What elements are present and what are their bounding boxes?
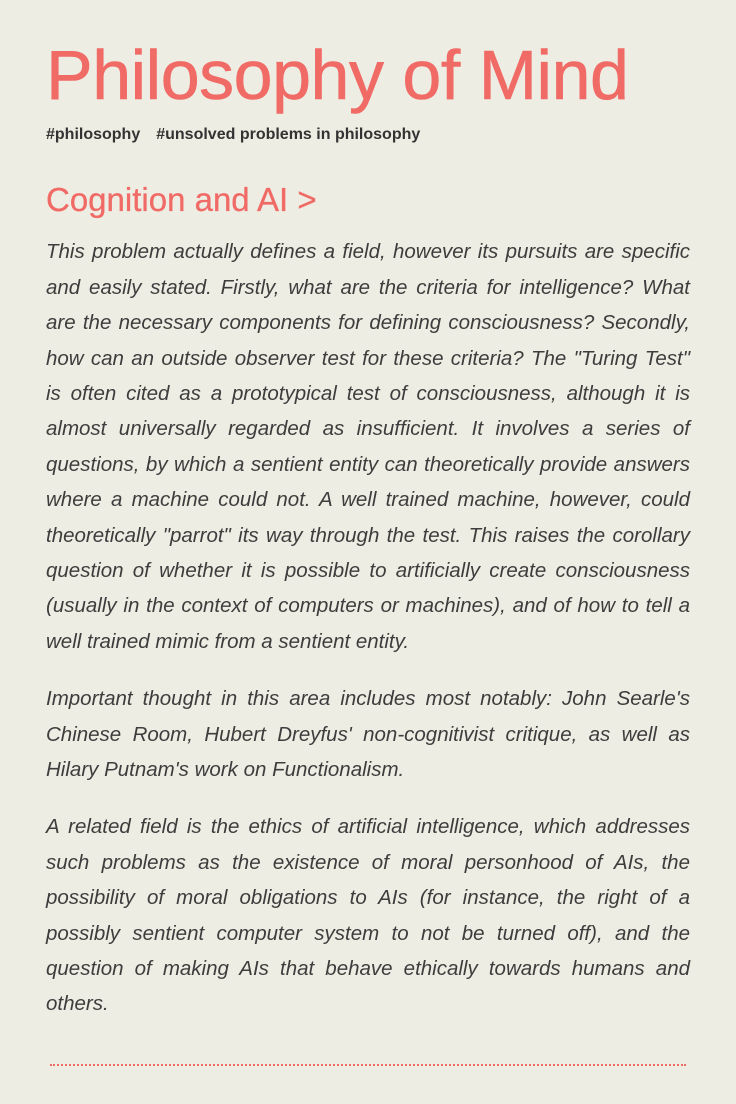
- tag-list: [46, 126, 690, 144]
- section-heading-link[interactable]: Cognition and AI >: [46, 181, 317, 218]
- page-title: Philosophy of Mind: [46, 36, 629, 114]
- paragraph-2: Important thought in this area includes most notably: John Searle's Chinese Room, Hubert Dreyfus' non-cognitivist critique, as well as Hilary Putnam's work on Functionalism.: [46, 687, 690, 781]
- dotted-divider: [50, 1064, 686, 1066]
- tag-philosophy[interactable]: #philosophy: [46, 126, 141, 143]
- paragraph-3: A related field is the ethics of artificial intelligence, which addresses such problems as the existence of moral personhood of AIs, the possibility of moral obligations to AIs (for instance, the right of a possibly sentient computer system to not be turned off), and the question of making AIs that behave ethically towards humans and others.: [46, 815, 690, 1016]
- paragraph-1: This problem actually defines a field, however its pursuits are specific and easily stated. Firstly, what are the criteria for intelligence? What are the necessary components for defining consciousness? Secondly, how can an outside observer test for these criteria? The "Turing Test" is often cited as a prototypical test of consciousness, although it is almost universally regarded as insufficient. It involves a series of questions, by which a sentient entity can theoretically provide answers where a machine could not. A well trained machine, however, could theoretically "parrot" its way through the test. This raises the corollary question of whether it is possible to artificially create consciousness (usually in the context of computers or machines), and of how to tell a well trained mimic from a sentient entity.: [46, 240, 690, 653]
- tag-unsolved-problems[interactable]: #unsolved problems in philosophy: [156, 126, 421, 143]
